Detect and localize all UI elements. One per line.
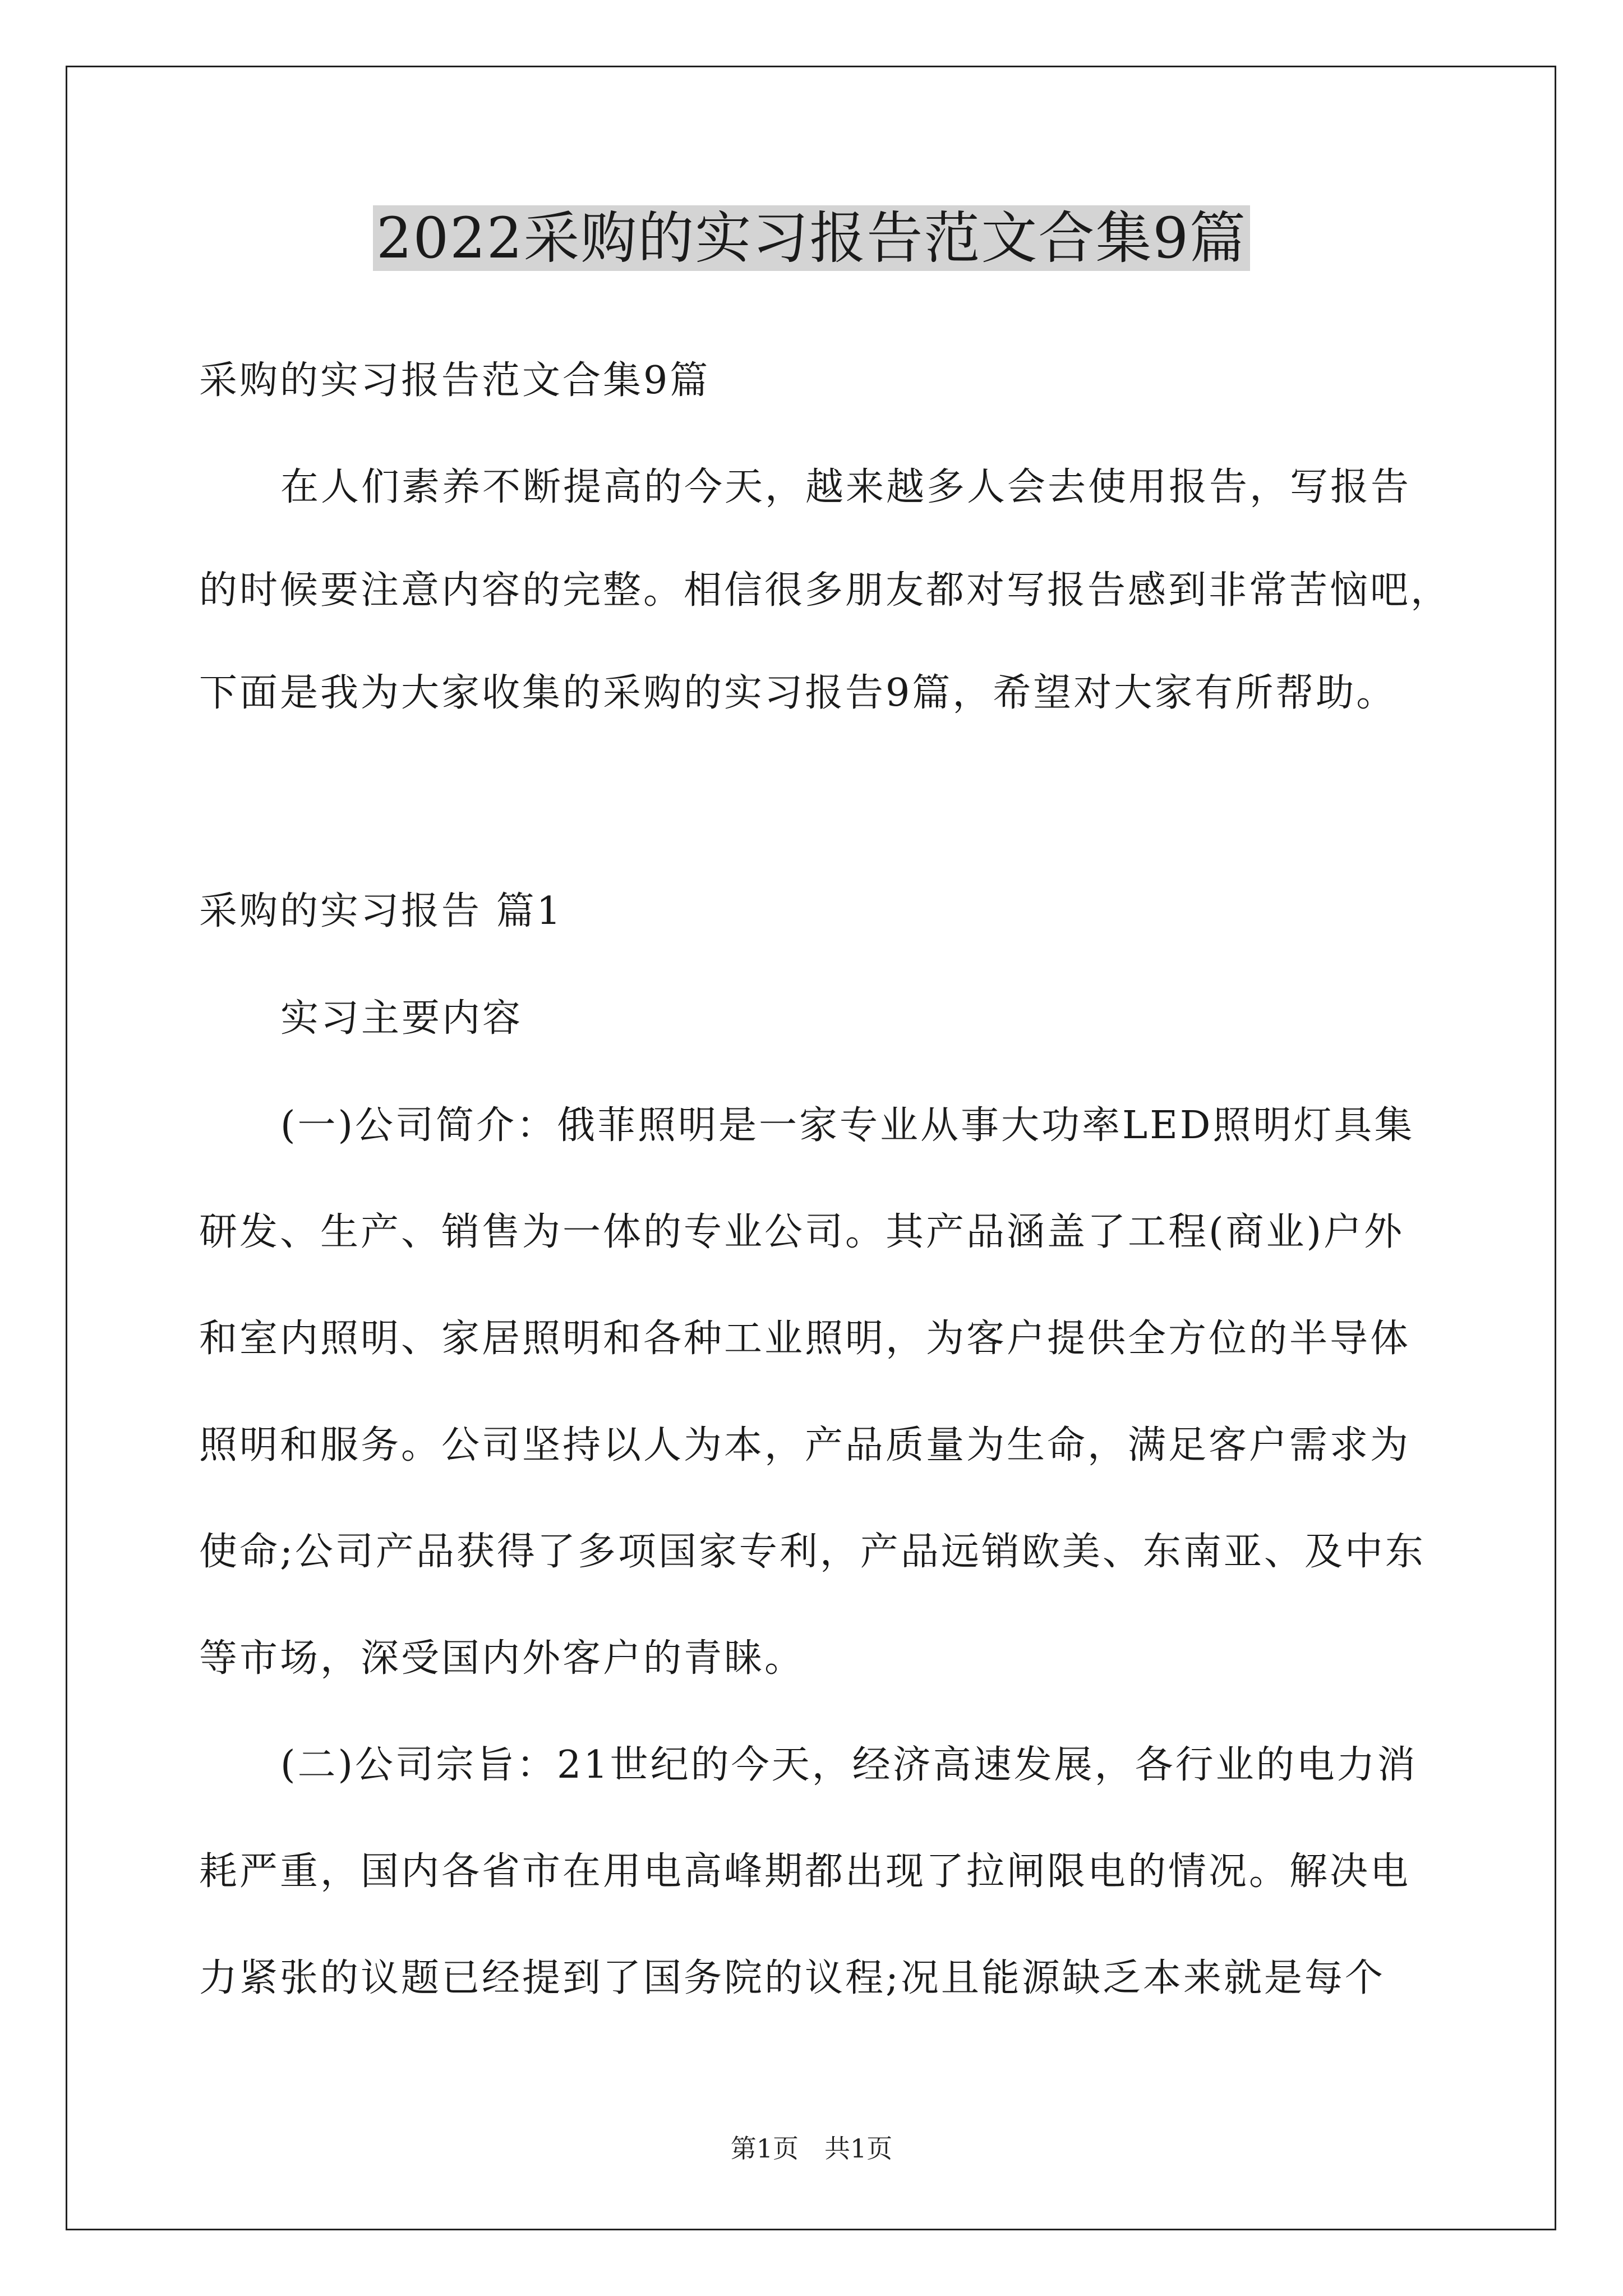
section-heading: 采购的实习报告 篇1 [199, 889, 563, 933]
document-subtitle: 采购的实习报告范文合集9篇 [199, 358, 711, 403]
paragraph1-line-4: 照明和服务。公司坚持以人为本，产品质量为生命，满足客户需求为 [199, 1423, 1411, 1467]
paragraph1-line-6: 等市场，深受国内外客户的青睐。 [199, 1636, 805, 1681]
intro-line-3: 下面是我为大家收集的采购的实习报告9篇，希望对大家有所帮助。 [199, 671, 1397, 715]
document-title-text: 2022采购的实习报告范文合集9篇 [373, 205, 1250, 271]
paragraph2-line-1: (二)公司宗旨：21世纪的今天，经济高速发展，各行业的电力消 [280, 1743, 1418, 1787]
paragraph2-line-3: 力紧张的议题已经提到了国务院的议程;况且能源缺乏本来就是每个 [199, 1956, 1385, 2000]
paragraph1-line-1: (一)公司简介：俄菲照明是一家专业从事大功率LED照明灯具集 [280, 1103, 1415, 1148]
page-footer: 第1页 共1页 [730, 2133, 893, 2164]
paragraph1-line-5: 使命;公司产品获得了多项国家专利，产品远销欧美、东南亚、及中东 [199, 1530, 1426, 1574]
section-subheading: 实习主要内容 [280, 996, 523, 1041]
intro-line-1: 在人们素养不断提高的今天，越来越多人会去使用报告，写报告 [280, 465, 1412, 509]
intro-line-2: 的时候要注意内容的完整。相信很多朋友都对写报告感到非常苦恼吧， [199, 568, 1451, 613]
document-title [0, 199, 1623, 278]
paragraph1-line-3: 和室内照明、家居照明和各种工业照明，为客户提供全方位的半导体 [199, 1317, 1411, 1361]
paragraph1-line-2: 研发、生产、销售为一体的专业公司。其产品涵盖了工程(商业)户外 [199, 1210, 1405, 1254]
paragraph2-line-2: 耗严重，国内各省市在用电高峰期都出现了拉闸限电的情况。解决电 [199, 1849, 1411, 1894]
